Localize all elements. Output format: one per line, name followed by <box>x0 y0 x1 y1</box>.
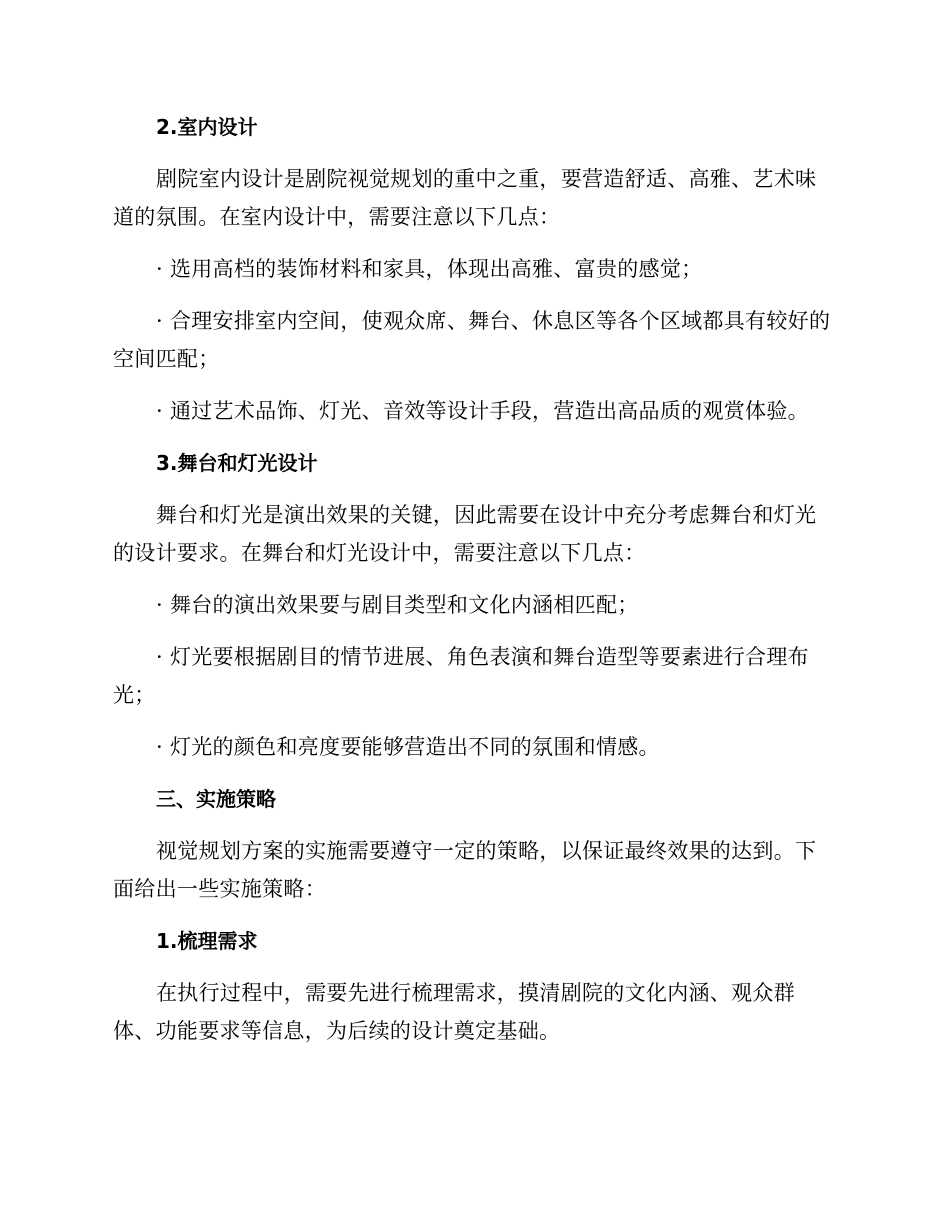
paragraph-requirements: 在执行过程中，需要先进行梳理需求，摸清剧院的文化内涵、观众群体、功能要求等信息，为后续的设计奠定基础。 <box>113 981 795 1043</box>
paragraph-stage-intro: 舞台和灯光是演出效果的关键，因此需要在设计中充分考虑舞台和灯光的设计要求。在舞台和灯光设计中，需要注意以下几点： <box>113 503 817 565</box>
bullet-item-space: · 合理安排室内空间，使观众席、舞台、休息区等各个区域都具有较好的空间匹配； <box>113 309 831 371</box>
bullet-item-materials: · 选用高档的装饰材料和家具，体现出高雅、富贵的感觉； <box>156 257 703 281</box>
section-heading-strategy: 三、实施策略 <box>156 787 276 811</box>
paragraph-interior-intro: 剧院室内设计是剧院视觉规划的重中之重，要营造舒适、高雅、艺术味道的氛围。在室内设计中，需要注意以下几点： <box>113 167 817 229</box>
bullet-item-lighting-plot: · 灯光要根据剧目的情节进展、角色表演和舞台造型等要素进行合理布光； <box>113 645 809 707</box>
section-heading-requirements: 1.梳理需求 <box>156 929 258 953</box>
document-body <box>113 108 833 1064</box>
section-heading-interior-design: 2.室内设计 <box>156 115 258 139</box>
paragraph-strategy-intro: 视觉规划方案的实施需要遵守一定的策略，以保证最终效果的达到。下面给出一些实施策略： <box>113 839 817 901</box>
bullet-item-stage-effect: · 舞台的演出效果要与剧目类型和文化内涵相匹配； <box>156 593 639 617</box>
bullet-item-experience: · 通过艺术品饰、灯光、音效等设计手段，营造出高品质的观赏体验。 <box>156 399 809 423</box>
section-heading-stage-lighting: 3.舞台和灯光设计 <box>156 451 318 475</box>
bullet-item-lighting-color: · 灯光的颜色和亮度要能够营造出不同的氛围和情感。 <box>156 735 660 759</box>
